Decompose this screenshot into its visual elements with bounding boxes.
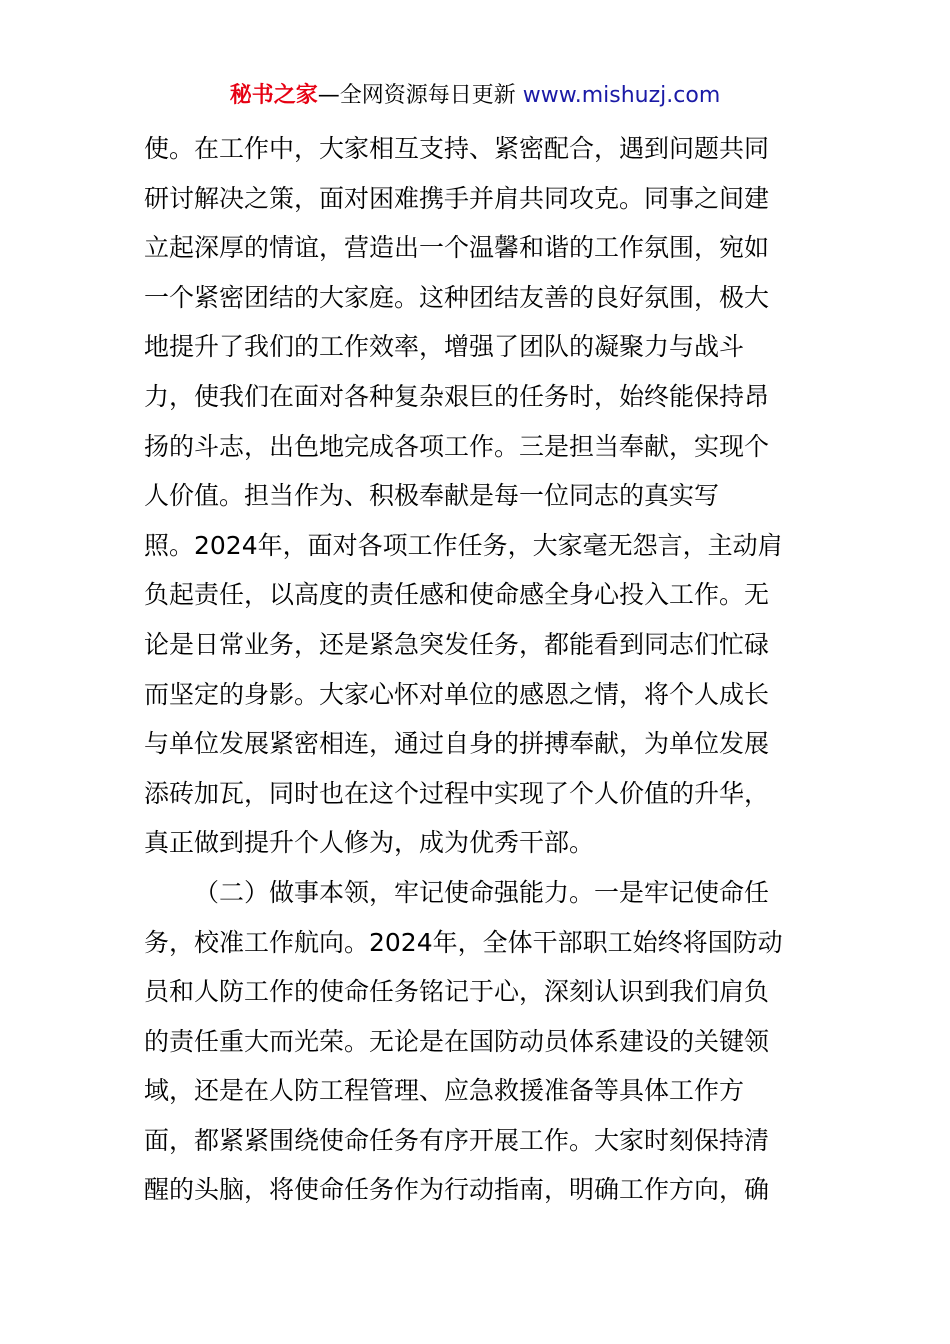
- text-line: 添砖加瓦，同时也在这个过程中实现了个人价值的升华，: [144, 778, 770, 808]
- text-line: 负起责任，以高度的责任感和使命感全身心投入工作。无: [144, 580, 770, 610]
- text-line: 论是日常业务，还是紧急突发任务，都能看到同志们忙碌: [144, 629, 770, 659]
- text-line: 人价值。担当作为、积极奉献是每一位同志的真实写: [144, 481, 720, 511]
- text-line: 的责任重大而光荣。无论是在国防动员体系建设的关键领: [144, 1026, 770, 1056]
- site-tagline: —全网资源每日更新: [317, 83, 523, 108]
- site-header: [0, 80, 950, 112]
- text-line: 与单位发展紧密相连，通过自身的拼搏奉献，为单位发展: [144, 729, 770, 759]
- site-url-link[interactable]: www.mishuzj.com: [522, 83, 721, 108]
- text-line: 醒的头脑，将使命任务作为行动指南，明确工作方向，确: [144, 1175, 770, 1205]
- site-brand: 秘书之家: [229, 83, 318, 108]
- text-line: 真正做到提升个人修为，成为优秀干部。: [144, 828, 595, 858]
- text-line: 照。2024年，面对各项工作任务，大家毫无怨言，主动肩: [144, 530, 783, 560]
- text-line: 务，校准工作航向。2024年，全体干部职工始终将国防动: [144, 927, 783, 957]
- text-line: 地提升了我们的工作效率，增强了团队的凝聚力与战斗: [144, 332, 745, 362]
- text-line: 立起深厚的情谊，营造出一个温馨和谐的工作氛围，宛如: [144, 233, 770, 263]
- text-line: 域，还是在人防工程管理、应急救援准备等具体工作方: [144, 1076, 745, 1106]
- text-line: 而坚定的身影。大家心怀对单位的感恩之情，将个人成长: [144, 679, 770, 709]
- text-line: 面，都紧紧围绕使命任务有序开展工作。大家时刻保持清: [144, 1125, 770, 1155]
- text-line: 使。在工作中，大家相互支持、紧密配合，遇到问题共同: [144, 134, 770, 163]
- text-line: 一个紧密团结的大家庭。这种团结友善的良好氛围，极大: [144, 282, 770, 312]
- text-line: 研讨解决之策，面对困难携手并肩共同攻克。同事之间建: [144, 183, 770, 213]
- text-line: 力，使我们在面对各种复杂艰巨的任务时，始终能保持昂: [144, 381, 770, 411]
- text-line: 员和人防工作的使命任务铭记于心，深刻认识到我们肩负: [144, 977, 770, 1007]
- document-body: [144, 124, 806, 1215]
- section-heading-line: （二）做事本领，牢记使命强能力。一是牢记使命任: [194, 877, 770, 907]
- text-line: 扬的斗志，出色地完成各项工作。三是担当奉献，实现个: [144, 431, 770, 461]
